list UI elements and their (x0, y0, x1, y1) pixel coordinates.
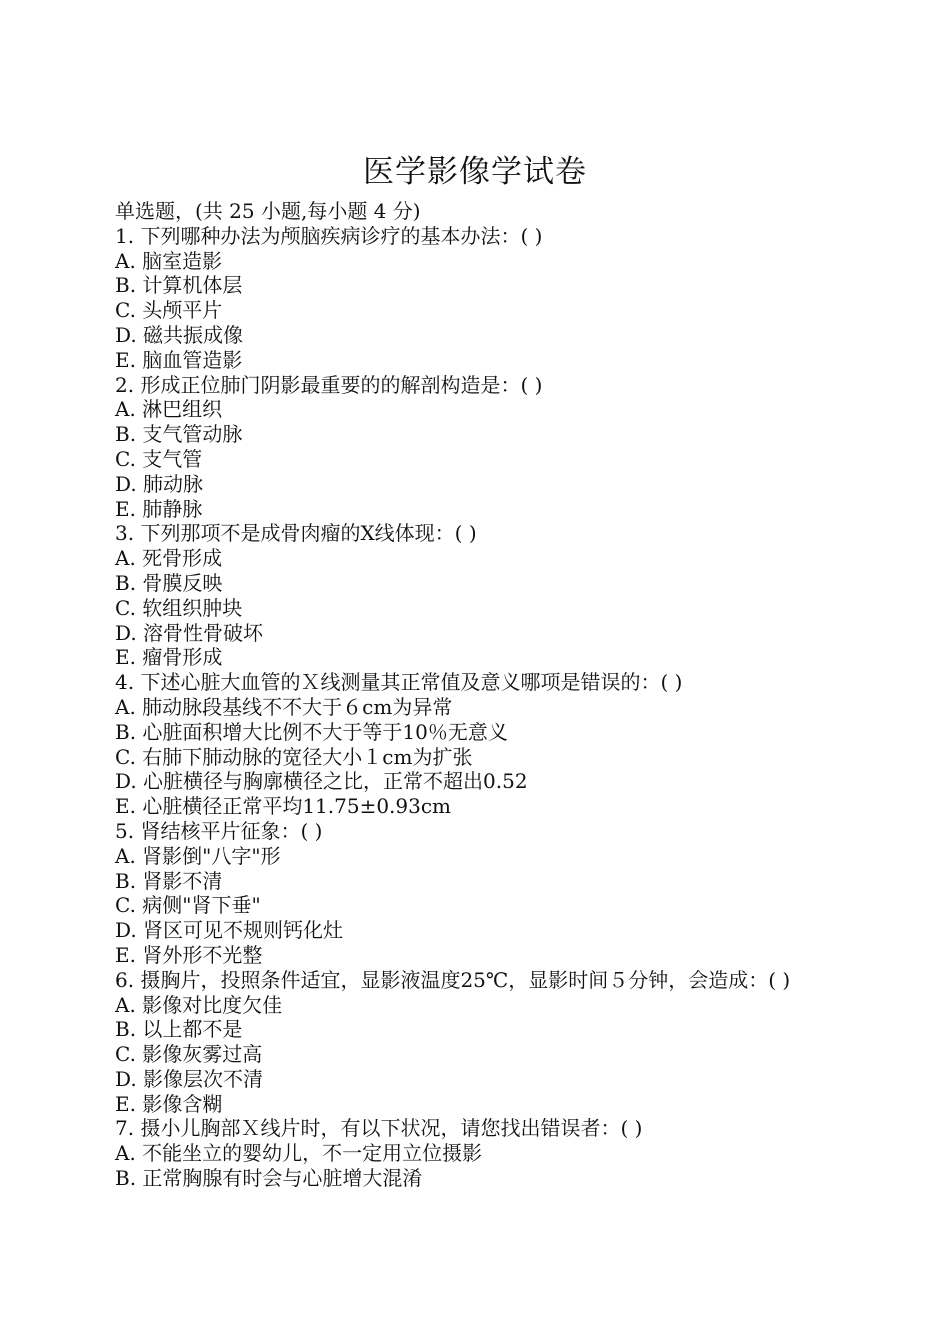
answer-option: B. 支气管动脉 (115, 422, 243, 447)
answer-option: E. 肾外形不光整 (115, 942, 263, 967)
question-stem: 7. 摄小儿胸部Ｘ线片时，有以下状况，请您找出错误者：( ) (115, 1116, 643, 1141)
answer-option: D. 肺动脉 (115, 471, 204, 496)
answer-option: E. 心脏横径正常平均11.75±0.93cm (115, 794, 452, 819)
answer-option: D. 影像层次不清 (115, 1066, 264, 1091)
exam-title: 医学影像学试卷 (363, 154, 587, 190)
question-stem: 5. 肾结核平片征象：( ) (115, 818, 323, 843)
answer-option: C. 软组织肿块 (115, 595, 243, 620)
question-stem: 6. 摄胸片，投照条件适宜，显影液温度25℃，显影时间５分钟，会造成：( ) (115, 967, 791, 992)
answer-option: C. 病侧"肾下垂" (115, 893, 261, 918)
question-stem: 3. 下列那项不是成骨肉瘤的X线体现：( ) (115, 521, 477, 546)
answer-option: A. 脑室造影 (115, 248, 223, 273)
answer-option: B. 正常胸腺有时会与心脏增大混淆 (115, 1166, 423, 1191)
answer-option: E. 瘤骨形成 (115, 645, 223, 670)
question-stem: 4. 下述心脏大血管的Ｘ线测量其正常值及意义哪项是错误的：( ) (115, 670, 683, 695)
answer-option: B. 计算机体层 (115, 273, 243, 298)
answer-option: D. 磁共振成像 (115, 322, 244, 347)
answer-option: C. 头颅平片 (115, 298, 223, 323)
answer-option: C. 影像灰雾过高 (115, 1042, 263, 1067)
answer-option: C. 右肺下肺动脉的宽径大小１cm为扩张 (115, 744, 473, 769)
answer-option: B. 心脏面积增大比例不大于等于10％无意义 (115, 719, 508, 744)
answer-option: A. 肾影倒"八字"形 (115, 843, 281, 868)
answer-option: B. 以上都不是 (115, 1017, 243, 1042)
answer-option: C. 支气管 (115, 446, 203, 471)
section-header: 单选题，(共 25 小题,每小题 4 分) (115, 199, 421, 223)
answer-option: A. 淋巴组织 (115, 397, 223, 422)
question-stem: 2. 形成正位肺门阴影最重要的的解剖构造是：( ) (115, 372, 543, 397)
answer-option: E. 肺静脉 (115, 496, 203, 521)
answer-option: A. 肺动脉段基线不不大于６cm为异常 (115, 694, 453, 719)
answer-option: D. 心脏横径与胸廓横径之比，正常不超出0.52 (115, 769, 528, 794)
answer-option: D. 肾区可见不规则钙化灶 (115, 918, 344, 943)
answer-option: B. 肾影不清 (115, 868, 223, 893)
answer-option: A. 不能坐立的婴幼儿，不一定用立位摄影 (115, 1141, 483, 1166)
answer-option: E. 影像含糊 (115, 1091, 223, 1116)
question-stem: 1. 下列哪种办法为颅脑疾病诊疗的基本办法：( ) (115, 223, 543, 248)
answer-option: A. 死骨形成 (115, 546, 223, 571)
answer-option: D. 溶骨性骨破坏 (115, 620, 264, 645)
answer-option: E. 脑血管造影 (115, 347, 243, 372)
exam-content (115, 199, 845, 1191)
answer-option: B. 骨膜反映 (115, 570, 223, 595)
answer-option: A. 影像对比度欠佳 (115, 992, 283, 1017)
